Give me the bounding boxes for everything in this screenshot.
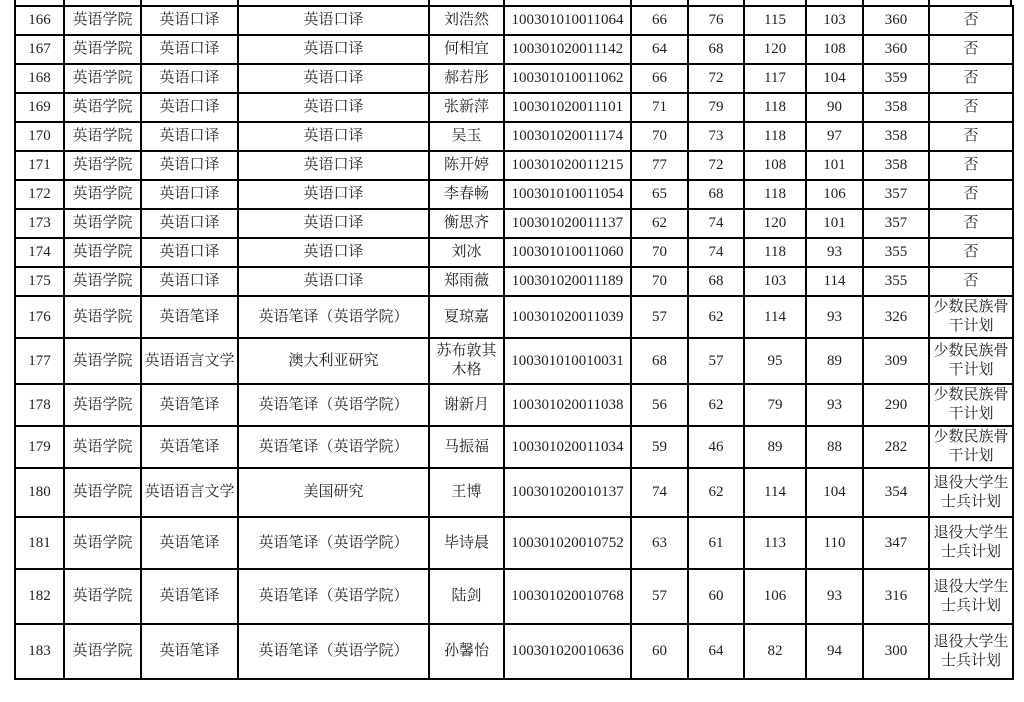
table-row: [15, 384, 1013, 426]
cell-score-3: 118: [744, 180, 806, 209]
cell-total-score: 360: [863, 35, 929, 64]
cell-score-4: 94: [806, 624, 863, 679]
cell-row-number: 178: [15, 384, 64, 426]
cell-total-score: 290: [863, 384, 929, 426]
cell-score-1: 70: [631, 267, 688, 296]
cell-exam-number: 100301020011174: [504, 122, 631, 151]
cell-score-1: 56: [631, 384, 688, 426]
cell-score-2: 73: [688, 122, 744, 151]
cell-score-1: 64: [631, 35, 688, 64]
cell-row-number: 181: [15, 517, 64, 569]
cell-candidate-name: 刘冰: [429, 238, 504, 267]
cell-candidate-name: 刘浩然: [429, 6, 504, 35]
cell-score-4: 89: [806, 338, 863, 384]
cell-total-score: 358: [863, 151, 929, 180]
cell-research-direction: 英语口译: [238, 64, 429, 93]
cell-score-1: 66: [631, 64, 688, 93]
cell-college: 英语学院: [64, 35, 141, 64]
cell-score-3: 106: [744, 569, 806, 624]
cell-score-2: 72: [688, 151, 744, 180]
cell-total-score: 355: [863, 267, 929, 296]
cell-row-number: 175: [15, 267, 64, 296]
cell-research-direction: 英语笔译（英语学院）: [238, 426, 429, 468]
cell-candidate-name: 张新萍: [429, 93, 504, 122]
cell-remark: 少数民族骨干计划: [929, 426, 1013, 468]
cell-college: 英语学院: [64, 296, 141, 338]
cell-score-2: 68: [688, 35, 744, 64]
cell-research-direction: 英语笔译（英语学院）: [238, 569, 429, 624]
cell-candidate-name: 吴玉: [429, 122, 504, 151]
cell-candidate-name: 陆剑: [429, 569, 504, 624]
cell-score-2: 46: [688, 426, 744, 468]
cell-exam-number: 100301010011064: [504, 6, 631, 35]
cell-remark: 退役大学生士兵计划: [929, 517, 1013, 569]
cell-score-2: 62: [688, 296, 744, 338]
cell-score-1: 57: [631, 296, 688, 338]
cell-score-4: 103: [806, 6, 863, 35]
cell-remark: 否: [929, 238, 1013, 267]
cell-major: 英语笔译: [141, 384, 238, 426]
cell-college: 英语学院: [64, 238, 141, 267]
cell-score-2: 57: [688, 338, 744, 384]
cell-major: 英语笔译: [141, 517, 238, 569]
cell-college: 英语学院: [64, 569, 141, 624]
cell-candidate-name: 王博: [429, 468, 504, 517]
cell-score-1: 63: [631, 517, 688, 569]
table-row: [15, 267, 1013, 296]
cell-total-score: 357: [863, 209, 929, 238]
cell-major: 英语口译: [141, 209, 238, 238]
table-row: [15, 209, 1013, 238]
cell-total-score: 355: [863, 238, 929, 267]
cell-research-direction: 英语笔译（英语学院）: [238, 624, 429, 679]
cell-score-3: 118: [744, 93, 806, 122]
table-row: [15, 35, 1013, 64]
cell-total-score: 316: [863, 569, 929, 624]
cell-candidate-name: 孙馨怡: [429, 624, 504, 679]
cell-research-direction: 英语笔译（英语学院）: [238, 384, 429, 426]
cell-exam-number: 100301010011060: [504, 238, 631, 267]
table-row: [15, 569, 1013, 624]
cell-exam-number: 100301020011034: [504, 426, 631, 468]
cell-major: 英语口译: [141, 122, 238, 151]
cell-score-3: 117: [744, 64, 806, 93]
cell-remark: 否: [929, 122, 1013, 151]
cell-research-direction: 英语口译: [238, 180, 429, 209]
cell-candidate-name: 毕诗晨: [429, 517, 504, 569]
cell-row-number: 180: [15, 468, 64, 517]
cell-major: 英语笔译: [141, 624, 238, 679]
cell-score-2: 72: [688, 64, 744, 93]
cell-major: 英语口译: [141, 180, 238, 209]
table-row: [15, 426, 1013, 468]
cell-major: 英语口译: [141, 238, 238, 267]
cell-score-4: 104: [806, 64, 863, 93]
cell-score-1: 74: [631, 468, 688, 517]
cell-exam-number: 100301020010137: [504, 468, 631, 517]
cell-exam-number: 100301020011215: [504, 151, 631, 180]
cell-score-3: 95: [744, 338, 806, 384]
cell-score-3: 89: [744, 426, 806, 468]
cell-remark: 少数民族骨干计划: [929, 384, 1013, 426]
cell-score-1: 70: [631, 122, 688, 151]
cell-score-1: 57: [631, 569, 688, 624]
score-table-body: [15, 6, 1013, 679]
cell-total-score: 360: [863, 6, 929, 35]
cell-research-direction: 英语笔译（英语学院）: [238, 296, 429, 338]
cell-row-number: 182: [15, 569, 64, 624]
cell-remark: 否: [929, 209, 1013, 238]
cell-college: 英语学院: [64, 624, 141, 679]
cell-major: 英语口译: [141, 151, 238, 180]
cell-exam-number: 100301010011054: [504, 180, 631, 209]
cell-college: 英语学院: [64, 6, 141, 35]
cell-row-number: 177: [15, 338, 64, 384]
cell-research-direction: 英语笔译（英语学院）: [238, 517, 429, 569]
cell-research-direction: 英语口译: [238, 238, 429, 267]
cell-row-number: 174: [15, 238, 64, 267]
cell-research-direction: 澳大利亚研究: [238, 338, 429, 384]
cell-remark: 否: [929, 6, 1013, 35]
table-row: [15, 624, 1013, 679]
table-row: [15, 151, 1013, 180]
cell-exam-number: 100301020010768: [504, 569, 631, 624]
cell-row-number: 172: [15, 180, 64, 209]
cell-exam-number: 100301020011101: [504, 93, 631, 122]
cell-candidate-name: 夏琼嘉: [429, 296, 504, 338]
cell-college: 英语学院: [64, 426, 141, 468]
cell-major: 英语笔译: [141, 296, 238, 338]
cell-score-2: 60: [688, 569, 744, 624]
table-row: [15, 6, 1013, 35]
cell-college: 英语学院: [64, 468, 141, 517]
cell-remark: 否: [929, 267, 1013, 296]
cell-remark: 退役大学生士兵计划: [929, 468, 1013, 517]
cell-score-2: 68: [688, 267, 744, 296]
cell-score-1: 60: [631, 624, 688, 679]
cell-research-direction: 英语口译: [238, 267, 429, 296]
cell-exam-number: 100301020011039: [504, 296, 631, 338]
cell-score-3: 114: [744, 296, 806, 338]
cell-score-4: 90: [806, 93, 863, 122]
cell-major: 英语语言文学: [141, 338, 238, 384]
cell-candidate-name: 马振福: [429, 426, 504, 468]
cell-remark: 否: [929, 180, 1013, 209]
cell-score-2: 79: [688, 93, 744, 122]
cell-score-2: 76: [688, 6, 744, 35]
cell-exam-number: 100301010011062: [504, 64, 631, 93]
cell-college: 英语学院: [64, 517, 141, 569]
cell-score-3: 108: [744, 151, 806, 180]
cell-major: 英语口译: [141, 6, 238, 35]
cell-score-3: 79: [744, 384, 806, 426]
cell-score-2: 62: [688, 384, 744, 426]
cell-score-4: 93: [806, 238, 863, 267]
cell-college: 英语学院: [64, 180, 141, 209]
cell-research-direction: 英语口译: [238, 122, 429, 151]
cell-row-number: 169: [15, 93, 64, 122]
cell-exam-number: 100301020011137: [504, 209, 631, 238]
cell-candidate-name: 郑雨薇: [429, 267, 504, 296]
cell-candidate-name: 李春畅: [429, 180, 504, 209]
cell-score-2: 62: [688, 468, 744, 517]
cell-score-1: 65: [631, 180, 688, 209]
cell-row-number: 167: [15, 35, 64, 64]
score-table: [14, 5, 1014, 680]
cell-score-1: 59: [631, 426, 688, 468]
cell-college: 英语学院: [64, 122, 141, 151]
cell-research-direction: 英语口译: [238, 6, 429, 35]
cell-score-2: 74: [688, 209, 744, 238]
cell-remark: 否: [929, 35, 1013, 64]
cell-candidate-name: 郝若彤: [429, 64, 504, 93]
cell-total-score: 309: [863, 338, 929, 384]
cell-score-1: 62: [631, 209, 688, 238]
cell-row-number: 166: [15, 6, 64, 35]
cell-candidate-name: 何相宜: [429, 35, 504, 64]
cell-score-4: 106: [806, 180, 863, 209]
cell-candidate-name: 陈开婷: [429, 151, 504, 180]
table-row: [15, 238, 1013, 267]
cell-research-direction: 美国研究: [238, 468, 429, 517]
table-row: [15, 468, 1013, 517]
cell-major: 英语口译: [141, 93, 238, 122]
table-row: [15, 180, 1013, 209]
cell-score-2: 68: [688, 180, 744, 209]
table-row: [15, 93, 1013, 122]
table-row: [15, 338, 1013, 384]
cell-exam-number: 100301010010031: [504, 338, 631, 384]
cell-total-score: 358: [863, 122, 929, 151]
table-row: [15, 64, 1013, 93]
cell-score-1: 71: [631, 93, 688, 122]
cell-total-score: 359: [863, 64, 929, 93]
cell-college: 英语学院: [64, 384, 141, 426]
cell-row-number: 176: [15, 296, 64, 338]
cell-major: 英语语言文学: [141, 468, 238, 517]
cell-score-4: 101: [806, 209, 863, 238]
cell-total-score: 300: [863, 624, 929, 679]
cell-candidate-name: 谢新月: [429, 384, 504, 426]
cell-score-3: 120: [744, 35, 806, 64]
cell-exam-number: 100301020010752: [504, 517, 631, 569]
cell-exam-number: 100301020011189: [504, 267, 631, 296]
cell-research-direction: 英语口译: [238, 151, 429, 180]
cell-score-1: 70: [631, 238, 688, 267]
cell-research-direction: 英语口译: [238, 209, 429, 238]
cell-score-3: 115: [744, 6, 806, 35]
cell-total-score: 357: [863, 180, 929, 209]
table-row: [15, 296, 1013, 338]
cell-score-4: 93: [806, 569, 863, 624]
cell-score-2: 64: [688, 624, 744, 679]
cell-major: 英语笔译: [141, 426, 238, 468]
cell-score-4: 88: [806, 426, 863, 468]
cell-major: 英语笔译: [141, 569, 238, 624]
cell-score-3: 114: [744, 468, 806, 517]
cell-remark: 否: [929, 151, 1013, 180]
cell-row-number: 179: [15, 426, 64, 468]
cell-college: 英语学院: [64, 267, 141, 296]
cell-college: 英语学院: [64, 64, 141, 93]
cell-score-3: 113: [744, 517, 806, 569]
cell-score-4: 110: [806, 517, 863, 569]
cell-score-3: 103: [744, 267, 806, 296]
table-row: [15, 517, 1013, 569]
cell-total-score: 354: [863, 468, 929, 517]
cell-remark: 退役大学生士兵计划: [929, 624, 1013, 679]
cell-row-number: 171: [15, 151, 64, 180]
cell-score-4: 114: [806, 267, 863, 296]
cell-major: 英语口译: [141, 267, 238, 296]
cell-remark: 退役大学生士兵计划: [929, 569, 1013, 624]
cell-major: 英语口译: [141, 64, 238, 93]
cell-score-2: 74: [688, 238, 744, 267]
cell-total-score: 358: [863, 93, 929, 122]
cell-score-3: 118: [744, 122, 806, 151]
cell-score-4: 101: [806, 151, 863, 180]
cell-exam-number: 100301020011038: [504, 384, 631, 426]
cell-row-number: 183: [15, 624, 64, 679]
cell-score-4: 93: [806, 296, 863, 338]
cell-college: 英语学院: [64, 93, 141, 122]
cell-exam-number: 100301020010636: [504, 624, 631, 679]
cell-college: 英语学院: [64, 209, 141, 238]
cell-row-number: 173: [15, 209, 64, 238]
table-row: [15, 122, 1013, 151]
cell-candidate-name: 衡思齐: [429, 209, 504, 238]
cell-score-4: 104: [806, 468, 863, 517]
cell-candidate-name: 苏布敦其木格: [429, 338, 504, 384]
cell-research-direction: 英语口译: [238, 35, 429, 64]
cell-remark: 少数民族骨干计划: [929, 338, 1013, 384]
cell-remark: 否: [929, 64, 1013, 93]
cell-score-1: 77: [631, 151, 688, 180]
cell-exam-number: 100301020011142: [504, 35, 631, 64]
cell-row-number: 170: [15, 122, 64, 151]
cell-score-3: 118: [744, 238, 806, 267]
cell-row-number: 168: [15, 64, 64, 93]
cell-total-score: 326: [863, 296, 929, 338]
cell-research-direction: 英语口译: [238, 93, 429, 122]
cell-score-2: 61: [688, 517, 744, 569]
cell-score-3: 120: [744, 209, 806, 238]
cell-score-4: 97: [806, 122, 863, 151]
cell-total-score: 282: [863, 426, 929, 468]
cell-major: 英语口译: [141, 35, 238, 64]
cell-score-3: 82: [744, 624, 806, 679]
cell-score-4: 93: [806, 384, 863, 426]
cell-remark: 否: [929, 93, 1013, 122]
cell-remark: 少数民族骨干计划: [929, 296, 1013, 338]
cell-college: 英语学院: [64, 338, 141, 384]
cell-score-1: 66: [631, 6, 688, 35]
cell-score-1: 68: [631, 338, 688, 384]
cell-score-4: 108: [806, 35, 863, 64]
cell-college: 英语学院: [64, 151, 141, 180]
cell-total-score: 347: [863, 517, 929, 569]
